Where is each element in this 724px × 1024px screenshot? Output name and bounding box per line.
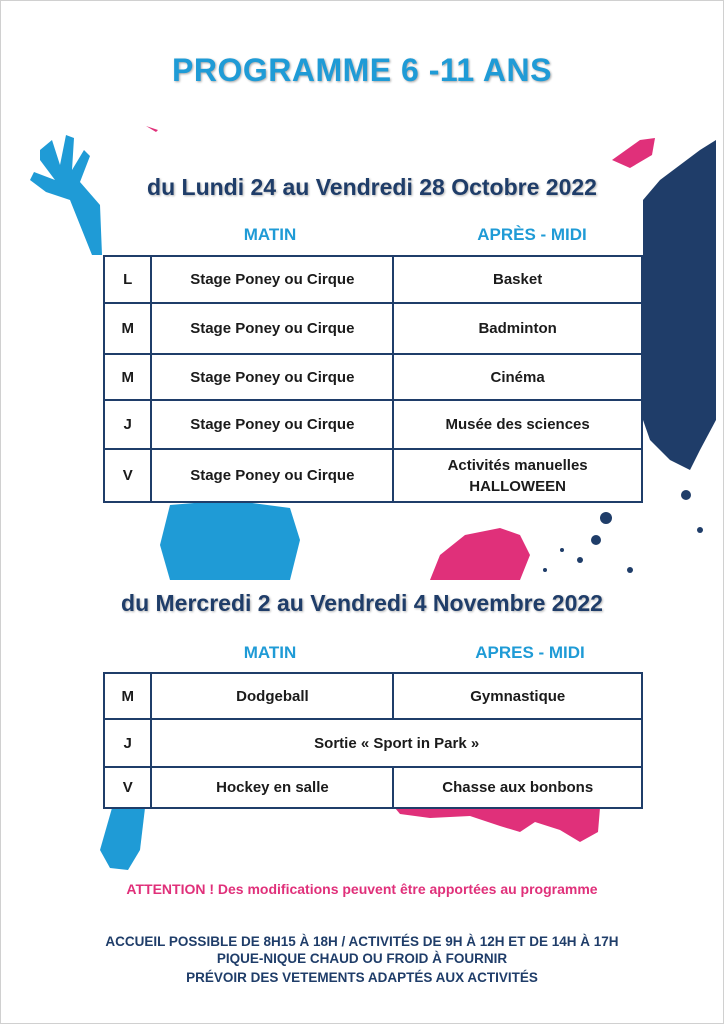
pink-shoe-shape bbox=[395, 808, 600, 842]
navy-dot bbox=[560, 548, 564, 552]
day-cell: J bbox=[104, 719, 151, 767]
blue-figure-shape bbox=[160, 500, 300, 580]
period1-morning-header: MATIN bbox=[243, 225, 297, 244]
page-title: PROGRAMME 6 -11 ANS bbox=[172, 52, 552, 88]
morning-cell: Stage Poney ou Cirque bbox=[151, 400, 393, 449]
navy-dot bbox=[681, 490, 691, 500]
table-row bbox=[104, 256, 642, 303]
day-cell: M bbox=[104, 303, 151, 354]
table-row bbox=[104, 354, 642, 400]
full-day-cell: Sortie « Sport in Park » bbox=[151, 719, 642, 767]
navy-dot bbox=[543, 568, 547, 572]
navy-dot bbox=[591, 535, 601, 545]
attention-notice: ATTENTION ! Des modifications peuvent être apportées au programme bbox=[126, 881, 598, 897]
day-cell: V bbox=[104, 449, 151, 502]
table-row bbox=[104, 719, 642, 767]
table-row bbox=[104, 767, 642, 808]
afternoon-cell bbox=[393, 449, 642, 502]
footer-hours: ACCUEIL POSSIBLE DE 8H15 À 18H / ACTIVITÉS DE 9H À 12H ET DE 14H À 17H bbox=[105, 934, 619, 949]
afternoon-cell: Cinéma bbox=[393, 354, 642, 400]
day-cell: M bbox=[104, 354, 151, 400]
day-cell: V bbox=[104, 767, 151, 808]
afternoon-line2: HALLOWEEN bbox=[469, 477, 566, 495]
morning-cell: Stage Poney ou Cirque bbox=[151, 303, 393, 354]
table-row bbox=[104, 303, 642, 354]
period1-afternoon-header: APRÈS - MIDI bbox=[477, 225, 587, 244]
period2-heading: du Mercredi 2 au Vendredi 4 Novembre 2022 bbox=[121, 590, 603, 616]
morning-cell: Stage Poney ou Cirque bbox=[151, 354, 393, 400]
pink-hair-shape bbox=[430, 528, 530, 580]
afternoon-cell: Gymnastique bbox=[393, 673, 642, 719]
day-cell: J bbox=[104, 400, 151, 449]
morning-cell: Stage Poney ou Cirque bbox=[151, 449, 393, 502]
navy-dot bbox=[627, 567, 633, 573]
footer-clothing: PRÉVOIR DES VETEMENTS ADAPTÉS AUX ACTIVITÉS bbox=[186, 970, 538, 985]
afternoon-cell: Basket bbox=[393, 256, 642, 303]
pink-drop-shape bbox=[612, 138, 655, 168]
afternoon-line1: Activités manuelles bbox=[447, 456, 588, 474]
pink-dash-shape bbox=[146, 126, 158, 132]
morning-cell: Hockey en salle bbox=[151, 767, 393, 808]
morning-cell: Stage Poney ou Cirque bbox=[151, 256, 393, 303]
afternoon-cell: Badminton bbox=[393, 303, 642, 354]
period1-schedule-table bbox=[103, 255, 643, 503]
navy-dot bbox=[577, 557, 583, 563]
navy-dot bbox=[600, 512, 612, 524]
table-row bbox=[104, 673, 642, 719]
navy-dot bbox=[697, 527, 703, 533]
day-cell: L bbox=[104, 256, 151, 303]
afternoon-cell: Chasse aux bonbons bbox=[393, 767, 642, 808]
morning-cell: Dodgeball bbox=[151, 673, 393, 719]
table-row bbox=[104, 449, 642, 502]
blue-leg-shape bbox=[100, 808, 145, 870]
period2-schedule-table bbox=[103, 672, 643, 809]
period1-heading: du Lundi 24 au Vendredi 28 Octobre 2022 bbox=[147, 174, 597, 200]
afternoon-cell: Musée des sciences bbox=[393, 400, 642, 449]
period2-morning-header: MATIN bbox=[243, 643, 297, 662]
period2-afternoon-header: APRES - MIDI bbox=[475, 643, 585, 662]
footer-picnic: PIQUE-NIQUE CHAUD OU FROID À FOURNIR bbox=[216, 951, 508, 966]
table-row bbox=[104, 400, 642, 449]
day-cell: M bbox=[104, 673, 151, 719]
